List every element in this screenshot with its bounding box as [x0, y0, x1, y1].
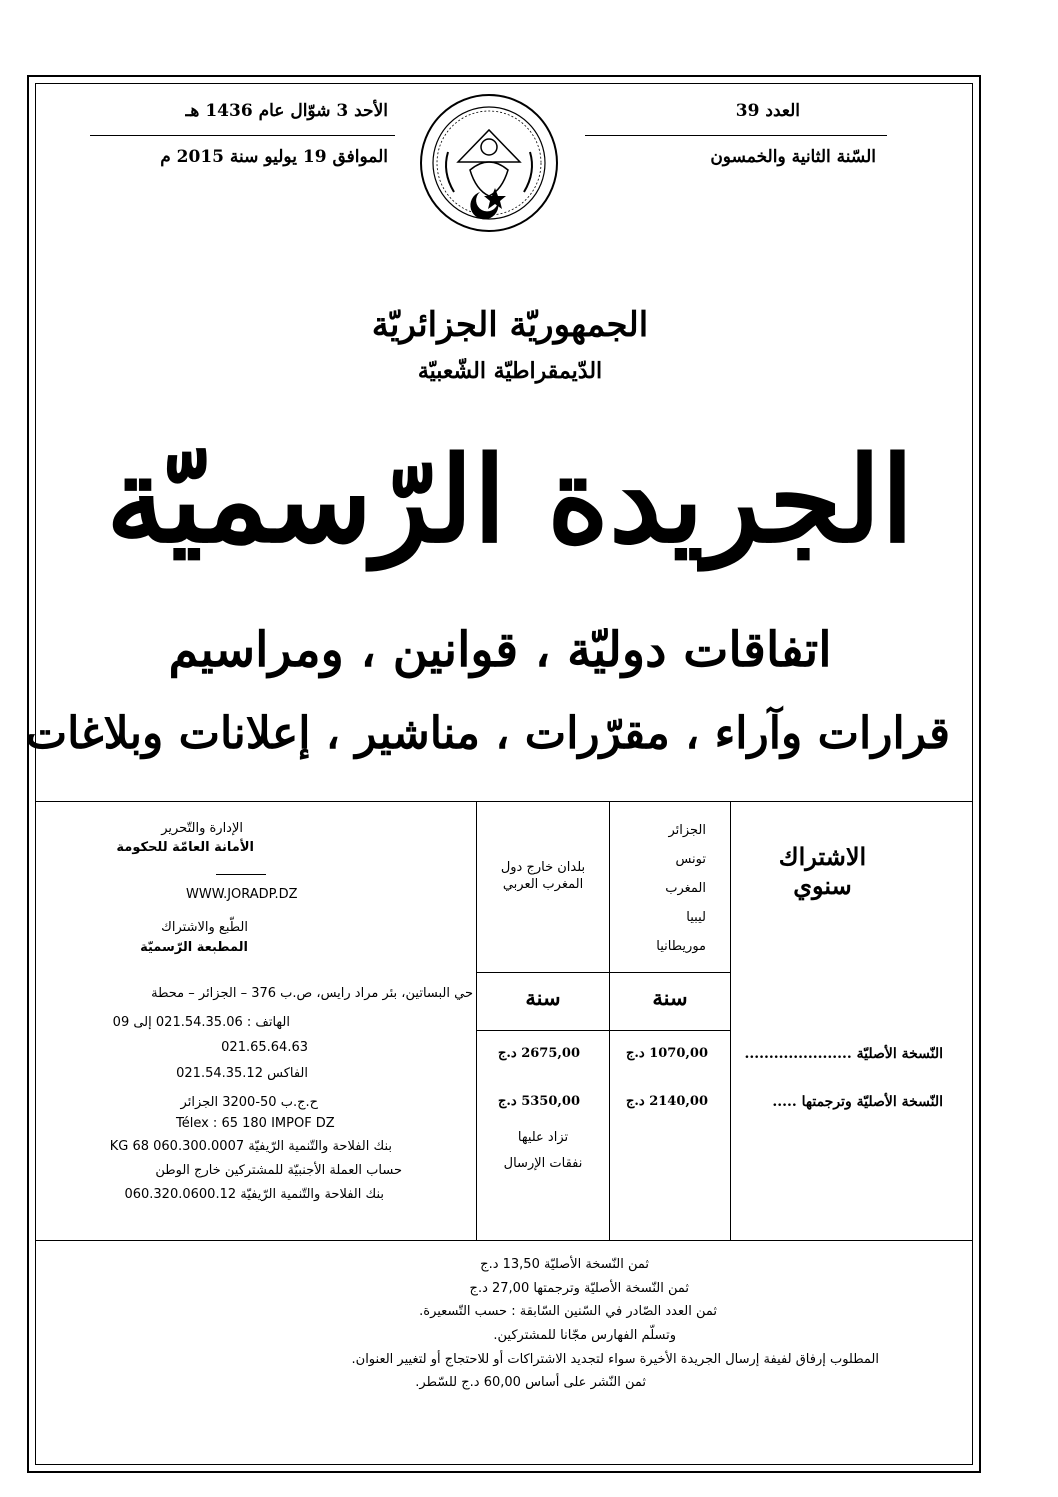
ccp-account: ح.ج.ب 50-3200 الجزائر — [180, 1095, 318, 1110]
footer-line-3: ثمن العدد الصّادر في السّنين السّابقة : حسب التّسعيرة. — [419, 1304, 717, 1319]
country-mauritania: موريطانيا — [656, 939, 706, 954]
table-bottom-rule — [35, 1240, 973, 1241]
masthead-line2: قرارات وآراء ، مقرّرات ، مناشير ، إعلانات وبلاغات — [25, 708, 950, 759]
phone: الهاتف : 021.54.35.06 إلى 09 — [112, 1015, 290, 1030]
print-label: الطّبع والاشتراك — [161, 920, 248, 935]
footer-line-2: ثمن النّسخة الأصليّة وترجمتها 27,00 د.ج — [469, 1281, 689, 1296]
shipping-note-line2: نفقات الإرسال — [503, 1156, 583, 1171]
state-seal-icon — [418, 92, 560, 234]
address: حي البساتين، بئر مراد رايس، ص.ب 376 – الجزائر – محطة — [151, 986, 473, 1001]
year-label-local: سنة — [652, 985, 688, 1010]
masthead-line1: اتفاقات دوليّة ، قوانين ، ومراسيم — [168, 622, 832, 678]
footer-line-6: ثمن النّشر على أساس 60,00 د.ج للسّطر. — [415, 1375, 646, 1390]
shipping-note-line1: تزاد عليها — [517, 1130, 569, 1145]
footer-line-4: وتسلّم الفهارس مجّانا للمشتركين. — [493, 1328, 676, 1343]
outside-label-line2: المغرب العربي — [502, 877, 584, 892]
telex: Télex : 65 180 IMPOF DZ — [176, 1116, 335, 1131]
col-divider-abroad — [609, 801, 610, 1240]
admin-short-rule — [216, 874, 266, 875]
admin-org: الأمانة العامّة للحكومة — [116, 840, 254, 855]
print-org: المطبعة الرّسميّة — [140, 940, 248, 955]
row-label-original: النّسخة الأصليّة ...................... — [744, 1046, 943, 1062]
republic-line2: الدّيمقراطيّة الشّعبيّة — [417, 358, 603, 384]
year-row-bottom-rule — [476, 1030, 730, 1031]
footer-line-1: ثمن النّسخة الأصليّة 13,50 د.ج — [480, 1257, 649, 1272]
date-gregorian: الموافق 19 يوليو سنة 2015 م — [160, 147, 388, 167]
issue-number: العدد 39 — [735, 101, 800, 121]
year-row-top-rule — [476, 972, 730, 973]
table-top-rule — [35, 801, 973, 802]
year-ordinal: السّنة الثانية والخمسون — [710, 147, 876, 167]
col-divider-local — [730, 801, 731, 1240]
footer-line-5: المطلوب إرفاق لفيفة إرسال الجريدة الأخيرة سواء لتجديد الاشتراكات أو للاحتجاج أو لتغيير العنوان. — [351, 1352, 879, 1367]
bank-account-3: بنك الفلاحة والتّنمية الرّيفيّة 060.320.0600.12 — [124, 1187, 384, 1202]
country-tunisia: تونس — [675, 852, 706, 867]
header-rule-left — [90, 135, 395, 136]
row-label-translation: النّسخة الأصليّة وترجمتها ..... — [772, 1094, 943, 1110]
outside-label-line1: بلدان خارج دول — [500, 860, 586, 875]
fax: الفاكس 021.54.35.12 — [176, 1066, 308, 1081]
bank-account-2: حساب العملة الأجنبيّة للمشتركين خارج الوطن — [155, 1163, 402, 1178]
country-morocco: المغرب — [665, 881, 706, 896]
republic-line1: الجمهوريّة الجزائريّة — [371, 305, 649, 345]
price-abroad-translation: 5350,00 د.ج — [497, 1094, 580, 1109]
year-label-abroad: سنة — [525, 985, 561, 1010]
admin-label: الإدارة والتّحرير — [161, 821, 243, 836]
website-link[interactable]: WWW.JORADP.DZ — [186, 887, 298, 902]
date-hijri: الأحد 3 شوّال عام 1436 هـ — [185, 101, 388, 121]
col-divider-admin — [476, 801, 477, 1240]
subscription-title-line1: الاشتراك — [778, 842, 867, 871]
price-local-translation: 2140,00 د.ج — [625, 1094, 708, 1109]
country-algeria: الجزائر — [668, 823, 706, 838]
subscription-title-line2: سنوي — [793, 871, 852, 900]
bank-account-1: بنك الفلاحة والتّنمية الرّيفيّة 060.300.0007 68 KG — [109, 1139, 392, 1154]
phone-2: 021.65.64.63 — [221, 1040, 308, 1055]
country-libya: ليبيا — [686, 910, 706, 925]
price-local-original: 1070,00 د.ج — [625, 1046, 708, 1061]
header-rule-right — [585, 135, 887, 136]
price-abroad-original: 2675,00 د.ج — [497, 1046, 580, 1061]
masthead-title: الجريدة الرّسميّة — [106, 430, 914, 569]
